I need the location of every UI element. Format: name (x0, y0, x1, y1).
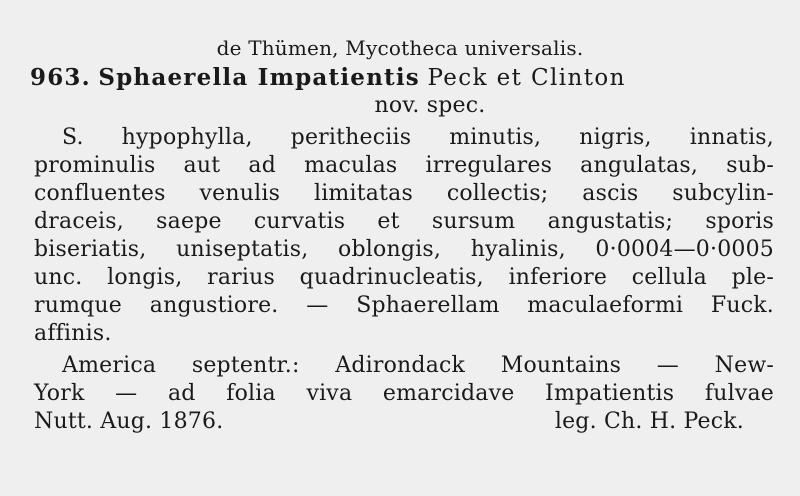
locality-line: York — ad folia viva emarcidave Impatientis fulvae (34, 381, 774, 406)
description-line: confluentes venulis limitatas collectis; ascis subcylin- (34, 181, 774, 206)
description-line: affinis. (34, 321, 112, 346)
collection-line (34, 408, 774, 436)
description-line: rumque angustiore. — Sphaerellam maculaeformi Fuck. (34, 293, 774, 318)
species-authors: Peck et Clinton (427, 65, 626, 91)
description-line: S. hypophylla, peritheciis minutis, nigris, innatis, (62, 125, 774, 150)
description-line: biseriatis, uniseptatis, oblongis, hyalinis, 0·0004—0·0005 (34, 237, 774, 262)
collector: leg. Ch. H. Peck. (554, 409, 744, 434)
collection-date: Nutt. Aug. 1876. (34, 409, 224, 434)
exsiccata-header: de Thümen, Mycotheca universalis. (216, 36, 584, 60)
entry-number: 963. (30, 64, 91, 91)
description-line: draceis, saepe curvatis et sursum angustatis; sporis (34, 209, 774, 234)
species-name: Sphaerella Impatientis (98, 64, 420, 91)
description-line: unc. longis, rarius quadrinucleatis, inferiore cellula ple- (34, 265, 774, 290)
locality-line: America septentr.: Adirondack Mountains — New- (62, 353, 774, 378)
description-line: prominulis aut ad maculas irregulares angulatas, sub- (34, 153, 774, 178)
species-status: nov. spec. (374, 93, 486, 118)
entry-title (30, 64, 626, 92)
